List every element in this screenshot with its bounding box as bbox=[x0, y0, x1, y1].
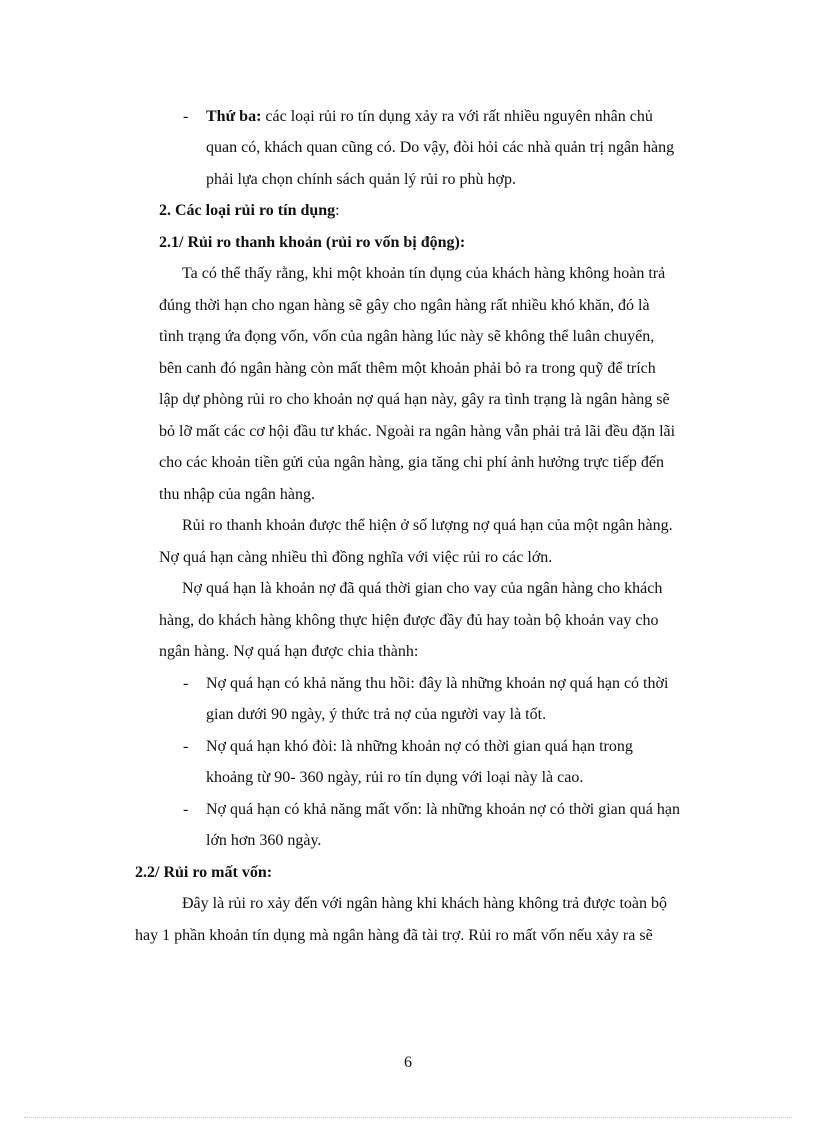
page-edge-divider bbox=[24, 1117, 792, 1118]
bullet-line: Nợ quá hạn khó đòi: là những khoản nợ có thời gian quá hạn trong bbox=[206, 738, 633, 755]
paragraph-line: Rủi ro thanh khoản được thể hiện ở số lượng nợ quá hạn của một ngân hàng. bbox=[182, 517, 673, 534]
bullet-dash: - bbox=[183, 738, 189, 755]
section-heading-colon: : bbox=[335, 202, 340, 219]
paragraph-line: Đây là rủi ro xảy đến với ngân hàng khi khách hàng không trả được toàn bộ bbox=[182, 895, 668, 912]
paragraph-line: hay 1 phần khoản tín dụng mà ngân hàng đã tài trợ. Rủi ro mất vốn nếu xảy ra sẽ bbox=[135, 927, 653, 944]
paragraph-line: bên canh đó ngân hàng còn mất thêm một khoản phải bỏ ra trong quỹ để trích bbox=[159, 360, 656, 377]
bullet-line: Nợ quá hạn có khả năng thu hồi: đây là những khoản nợ quá hạn có thời bbox=[206, 675, 669, 692]
bullet-line: Nợ quá hạn có khả năng mất vốn: là những khoản nợ có thời gian quá hạn bbox=[206, 801, 680, 818]
subsection-heading: 2.1/ Rủi ro thanh khoản (rủi ro vốn bị động): bbox=[159, 234, 466, 251]
item-text: các loại rủi ro tín dụng xảy ra với rất nhiều nguyên nhân chủ bbox=[265, 108, 653, 125]
paragraph-line: thu nhập của ngân hàng. bbox=[159, 486, 315, 503]
paragraph-line: ngân hàng. Nợ quá hạn được chia thành: bbox=[159, 643, 419, 660]
paragraph-line: lập dự phòng rủi ro cho khoản nợ quá hạn này, gây ra tình trạng là ngân hàng sẽ bbox=[159, 391, 670, 408]
bullet-line: lớn hơn 360 ngày. bbox=[206, 832, 322, 849]
paragraph-line: đúng thời hạn cho ngan hàng sẽ gây cho ngân hàng rất nhiều khó khăn, đó là bbox=[159, 297, 650, 314]
paragraph-line: Nợ quá hạn là khoản nợ đã quá thời gian cho vay của ngân hàng cho khách bbox=[182, 580, 663, 597]
paragraph-line: phải lựa chọn chính sách quản lý rủi ro phù hợp. bbox=[206, 171, 516, 188]
bullet-line: khoảng từ 90- 360 ngày, rủi ro tín dụng với loại này là cao. bbox=[206, 769, 584, 786]
paragraph-line: Nợ quá hạn càng nhiều thì đồng nghĩa với việc rủi ro các lớn. bbox=[159, 549, 553, 566]
paragraph-line bbox=[206, 107, 653, 127]
paragraph-line: bỏ lỡ mất các cơ hội đầu tư khác. Ngoài ra ngân hàng vẫn phải trả lãi đều đặn lãi bbox=[159, 423, 676, 440]
subsection-heading: 2.2/ Rủi ro mất vốn: bbox=[135, 864, 273, 881]
bullet-line: gian dưới 90 ngày, ý thức trả nợ của người vay là tốt. bbox=[206, 706, 547, 723]
paragraph-line: hàng, do khách hàng không thực hiện được đầy đủ hay toàn bộ khoản vay cho bbox=[159, 612, 659, 629]
section-heading-text: 2. Các loại rủi ro tín dụng bbox=[159, 202, 336, 219]
bullet-dash: - bbox=[183, 108, 189, 125]
paragraph-line: cho các khoản tiền gửi của ngân hàng, gia tăng chi phí ảnh hưởng trực tiếp đến bbox=[159, 454, 664, 471]
section-heading bbox=[159, 201, 340, 221]
bullet-dash: - bbox=[183, 675, 189, 692]
page-number: 6 bbox=[404, 1054, 412, 1071]
paragraph-line: tình trạng ứa đọng vốn, vốn của ngân hàng lúc này sẽ không thể luân chuyển, bbox=[159, 328, 655, 345]
item-label: Thứ ba: bbox=[206, 108, 262, 125]
paragraph-line: Ta có thể thấy rằng, khi một khoản tín dụng của khách hàng không hoàn trả bbox=[182, 265, 666, 282]
paragraph-line: quan có, khách quan cũng có. Do vậy, đòi hỏi các nhà quản trị ngân hàng bbox=[206, 139, 675, 156]
bullet-dash: - bbox=[183, 801, 189, 818]
